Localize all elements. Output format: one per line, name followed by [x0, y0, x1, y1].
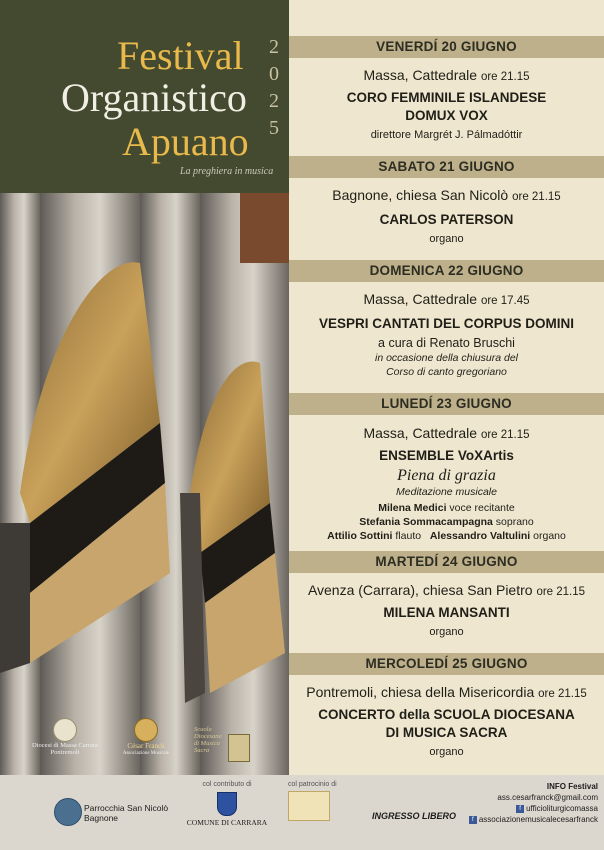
info-email-link[interactable]: ass.cesarfranck@gmail.com [497, 793, 598, 802]
scuola-diocesana-logo [194, 726, 254, 754]
performer-name: Stefania Sommacampagna [359, 516, 493, 528]
event-role: organo [429, 626, 464, 638]
event-time: ore 17.45 [480, 295, 530, 307]
event-time: ore 21.15 [536, 586, 586, 598]
performer-line [289, 515, 604, 529]
facebook-icon: f [516, 805, 524, 813]
carrara-coat-of-arms-icon [217, 792, 237, 816]
year-vertical [266, 34, 282, 142]
program-subtitle: Meditazione musicale [396, 486, 497, 498]
year-digit: 5 [269, 117, 279, 139]
event-performer: DOMUX VOX [405, 108, 488, 123]
event-6 [289, 683, 604, 760]
date-band: LUNEDÍ 23 GIUGNO [289, 393, 604, 415]
performer-line [289, 501, 604, 515]
title-apuano: Apuano [122, 119, 249, 164]
parrocchia-logo [54, 796, 174, 826]
info-title: INFO Festival [546, 782, 598, 791]
event-note: Corso di canto gregoriano [386, 366, 507, 378]
venue-text: Avenza (Carrara), chiesa San Pietro [307, 582, 533, 598]
comune-carrara-logo [182, 781, 272, 827]
venue-text: Massa, Cattedrale [363, 425, 478, 441]
event-venue [289, 66, 604, 86]
event-performer: VESPRI CANTATI DEL CORPUS DOMINI [318, 316, 575, 331]
anniversary-logo-icon [288, 791, 330, 821]
event-time: ore 21.15 [512, 191, 561, 203]
cesar-franck-portrait-icon [134, 718, 158, 742]
event-time: ore 21.15 [480, 429, 530, 441]
year-digit: 0 [269, 63, 279, 85]
event-performer: MILENA MANSANTI [383, 605, 510, 620]
cesar-franck-logo [108, 718, 184, 758]
event-performer: CORO FEMMINILE ISLANDESE [346, 90, 547, 105]
event-performer: CARLOS PATERSON [379, 212, 514, 227]
year-digit: 2 [269, 90, 279, 112]
facebook-icon: f [469, 816, 477, 824]
organ-pipes-photo [0, 193, 289, 775]
venue-text: Massa, Cattedrale [363, 291, 478, 307]
title-organistico: Organistico [61, 75, 247, 120]
performer-role: flauto [395, 530, 422, 542]
diocesi-logo [30, 718, 100, 756]
event-time: ore 21.15 [480, 71, 530, 83]
event-5 [289, 581, 604, 640]
date-band: SABATO 21 GIUGNO [289, 156, 604, 178]
parrocchia-emblem-icon [54, 798, 82, 826]
event-venue [289, 683, 604, 703]
parrocchia-text [84, 804, 168, 823]
patrocinio-label: col patrocinio di [288, 781, 337, 788]
event-venue [289, 424, 604, 444]
event-venue [289, 290, 604, 310]
performer-line [289, 529, 604, 543]
info-festival [458, 781, 598, 825]
title-festival: Festival [117, 33, 244, 78]
scuola-logo-text: Scuola Diocesana di Musica Sacra [194, 726, 222, 754]
date-band: VENERDÍ 20 GIUGNO [289, 36, 604, 58]
diocesi-seal-icon [53, 718, 77, 742]
sponsor-logos [0, 718, 289, 774]
cesar-franck-logo-sub: Associazione Musicale [122, 751, 170, 756]
event-3 [289, 290, 604, 379]
event-performer: DI MUSICA SACRA [385, 725, 508, 740]
diocesi-logo-text: Diocesi di Massa Carrara Pontremoli [32, 742, 98, 756]
event-role: organo [429, 746, 464, 758]
event-role: direttore Margrét J. Pálmadóttir [370, 129, 523, 141]
event-venue [289, 581, 604, 601]
facebook-link[interactable] [458, 803, 598, 814]
event-1 [289, 66, 604, 143]
parrocchia-name: Parrocchia San Nicolò [84, 803, 169, 813]
venue-text: Pontremoli, chiesa della Misericordia [306, 684, 535, 700]
scuola-emblem-icon [228, 734, 250, 762]
event-2 [289, 186, 604, 247]
event-role: a cura di Renato Bruschi [378, 336, 515, 350]
date-band: MARTEDÍ 24 GIUGNO [289, 551, 604, 573]
venue-text: Bagnone, chiesa San Nicolò [332, 187, 509, 203]
event-role: organo [429, 233, 464, 245]
event-note: in occasione della chiusura del [374, 352, 518, 364]
facebook-link[interactable] [458, 814, 598, 825]
performer-name: Attilio Sottini [327, 530, 393, 542]
performer-role: soprano [495, 516, 534, 528]
event-time: ore 21.15 [538, 688, 587, 700]
left-panel [0, 0, 289, 775]
venue-text: Massa, Cattedrale [363, 67, 478, 83]
program-panel [289, 0, 604, 775]
program-title: Piena di grazia [397, 467, 496, 484]
facebook-handle: associazionemusicalecesarfranck [478, 815, 598, 824]
parrocchia-place: Bagnone [84, 812, 119, 823]
ingresso-libero: INGRESSO LIBERO [372, 811, 457, 821]
date-band: DOMENICA 22 GIUGNO [289, 260, 604, 282]
footer [0, 775, 604, 850]
comune-name: COMUNE DI CARRARA [186, 818, 268, 827]
contributo-label: col contributo di [202, 781, 252, 788]
organ-pipes-illustration [0, 193, 289, 775]
performer-role: organo [533, 530, 566, 542]
year-digit: 2 [269, 36, 279, 58]
title-header [0, 0, 289, 193]
date-band: MERCOLEDÍ 25 GIUGNO [289, 653, 604, 675]
performer-name: Milena Medici [378, 502, 447, 514]
performer-name: Alessandro Valtulini [429, 530, 531, 542]
tagline: La preghiera in musica [180, 166, 274, 177]
cesar-franck-logo-text: César Franck [127, 742, 165, 750]
facebook-handle: ufficioliturgicomassa [526, 804, 598, 813]
event-performer: CONCERTO della SCUOLA DIOCESANA [318, 707, 575, 722]
performer-role: voce recitante [449, 502, 515, 514]
event-venue [289, 186, 604, 206]
event-performer: ENSEMBLE VoXArtis [379, 448, 514, 463]
patrocinio-logo [288, 781, 358, 821]
event-4 [289, 424, 604, 543]
